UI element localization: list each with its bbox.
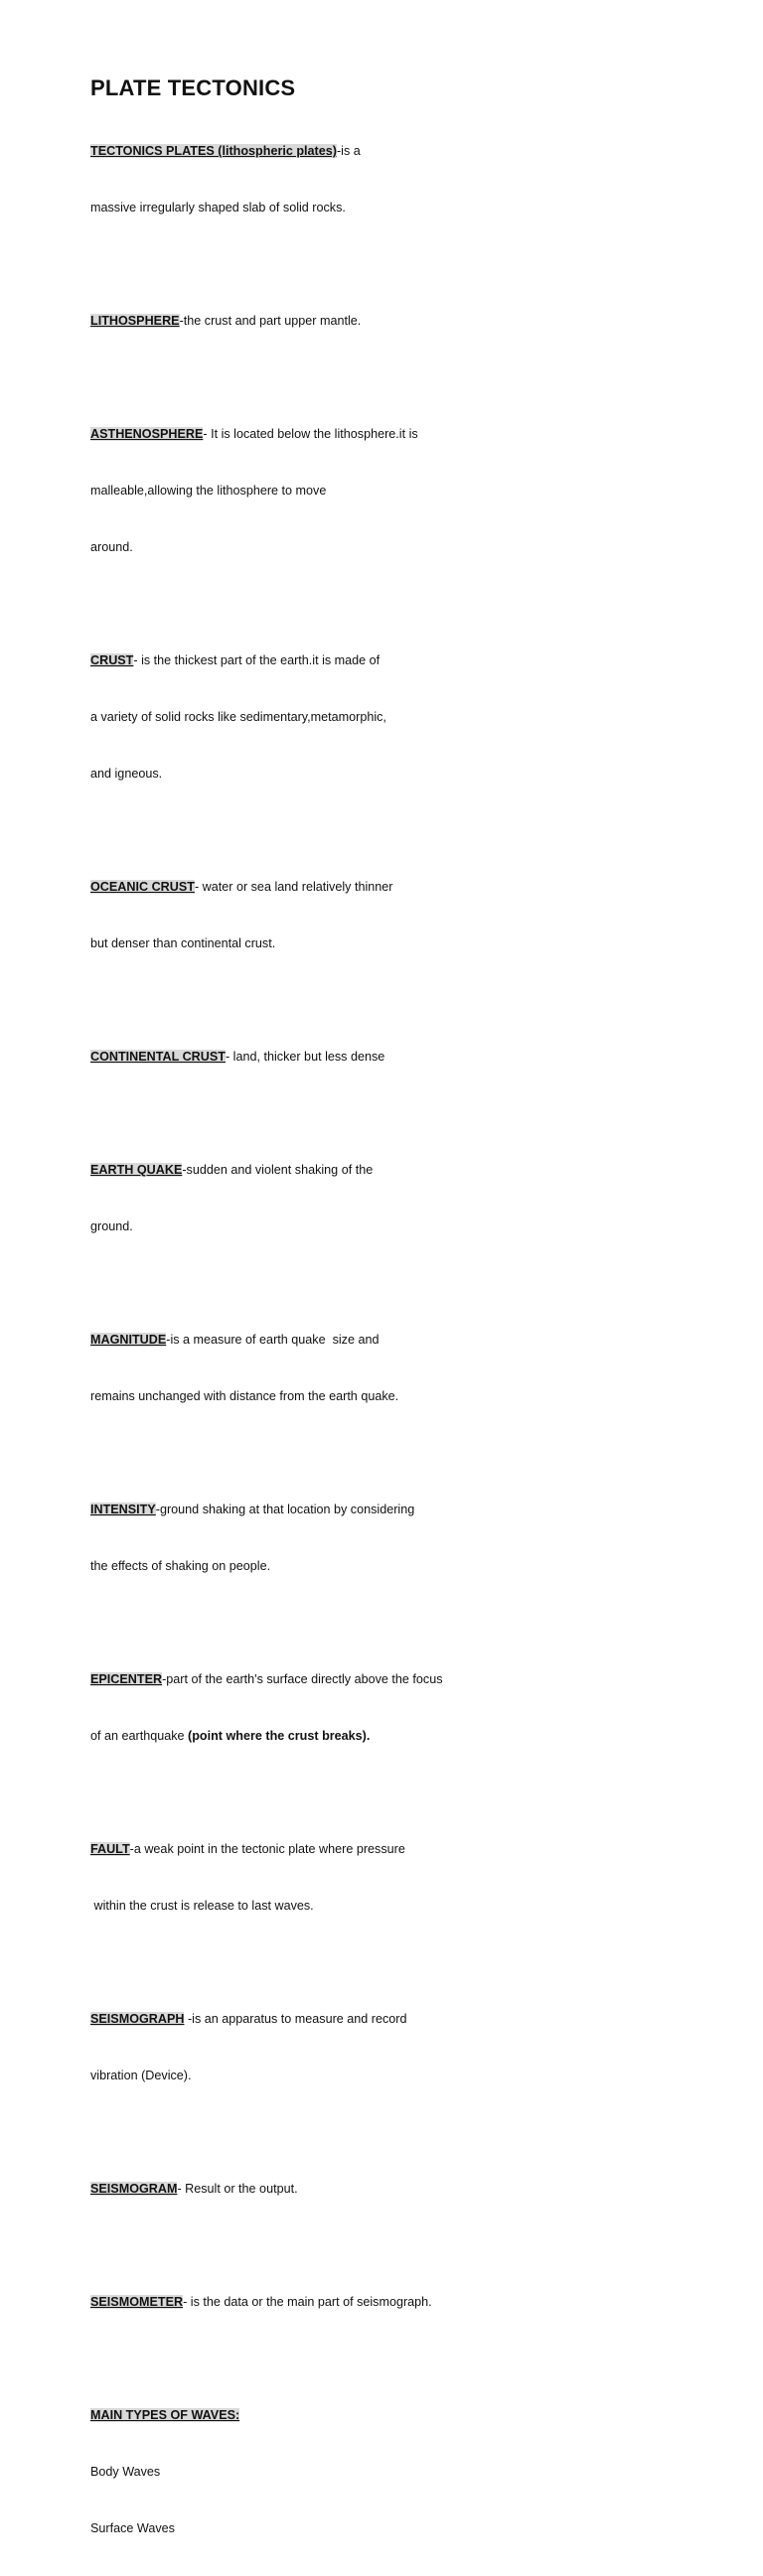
entry-oceanic-crust (90, 840, 763, 991)
term-epicenter: EPICENTER (90, 1672, 163, 1686)
entry-seismograph (90, 1972, 763, 2123)
term-crust: CRUST (90, 653, 134, 667)
definition-line: - water or sea land relatively thinner (194, 880, 393, 894)
definition-line: -is a (336, 144, 361, 158)
entry-continental-crust (90, 1010, 763, 1104)
definition-line: and igneous. (90, 767, 163, 781)
entry-crust (90, 614, 763, 821)
definition-line: -sudden and violent shaking of the (182, 1163, 374, 1177)
term-seismograph: SEISMOGRAPH (90, 2012, 185, 2026)
definition-line: - Result or the output. (177, 2182, 298, 2196)
definition-line: but denser than continental crust. (90, 936, 276, 950)
term-oceanic-crust: OCEANIC CRUST (90, 880, 195, 894)
entry-intensity (90, 1463, 763, 1614)
term-seismogram: SEISMOGRAM (90, 2182, 178, 2196)
term-intensity: INTENSITY (90, 1503, 156, 1516)
waves-heading: MAIN TYPES OF WAVES: (90, 2408, 240, 2422)
definition-line: remains unchanged with distance from the earth quake. (90, 1389, 399, 1403)
definition-line: -is an apparatus to measure and record (184, 2012, 407, 2026)
definition-line: -a weak point in the tectonic plate where pressure (129, 1842, 405, 1856)
term-fault: FAULT (90, 1842, 130, 1856)
term-asthenosphere: ASTHENOSPHERE (90, 427, 204, 441)
list-item: Body Waves (90, 2465, 161, 2479)
entry-fault (90, 1802, 763, 1953)
definition-line: a variety of solid rocks like sedimentary,metamorphic, (90, 710, 386, 724)
entry-epicenter (90, 1633, 763, 1784)
entry-seismometer (90, 2255, 763, 2350)
definition-line: - land, thicker but less dense (225, 1050, 385, 1064)
definition-line: -ground shaking at that location by considering (155, 1503, 415, 1516)
term-lithosphere: LITHOSPHERE (90, 314, 180, 328)
definition-line: of an earthquake (90, 1729, 189, 1743)
definition-line: vibration (Device). (90, 2069, 192, 2082)
definition-line: -the crust and part upper mantle. (179, 314, 362, 328)
waves-section (90, 2368, 763, 2576)
definition-line: - is the data or the main part of seismograph. (183, 2295, 432, 2309)
term-tectonic-plates: TECTONICS PLATES (lithospheric plates) (90, 144, 337, 158)
definition-line: the effects of shaking on people. (90, 1559, 271, 1573)
list-item: Surface Waves (90, 2521, 175, 2535)
term-seismometer: SEISMOMETER (90, 2295, 184, 2309)
definition-line: -part of the earth's surface directly above the focus (162, 1672, 443, 1686)
definition-line: -is a measure of earth quake size and (166, 1333, 380, 1347)
term-continental-crust: CONTINENTAL CRUST (90, 1050, 226, 1064)
definition-line: malleable,allowing the lithosphere to move (90, 484, 327, 498)
entry-earth-quake (90, 1123, 763, 1274)
term-magnitude: MAGNITUDE (90, 1333, 167, 1347)
entry-seismogram (90, 2142, 763, 2236)
emphasis-text: (point where the crust breaks). (188, 1729, 371, 1743)
definition-line: - is the thickest part of the earth.it is made of (133, 653, 381, 667)
entry-lithosphere (90, 274, 763, 368)
term-earth-quake: EARTH QUAKE (90, 1163, 183, 1177)
entry-tectonic-plates (90, 104, 763, 255)
entry-magnitude (90, 1293, 763, 1444)
definition-line: ground. (90, 1219, 133, 1233)
entry-asthenosphere (90, 387, 763, 595)
definition-line: within the crust is release to last waves. (90, 1899, 314, 1913)
definition-line: massive irregularly shaped slab of solid rocks. (90, 201, 346, 215)
page-title: PLATE TECTONICS (90, 75, 296, 100)
definition-line: - It is located below the lithosphere.it is (203, 427, 418, 441)
definition-line: around. (90, 540, 133, 554)
